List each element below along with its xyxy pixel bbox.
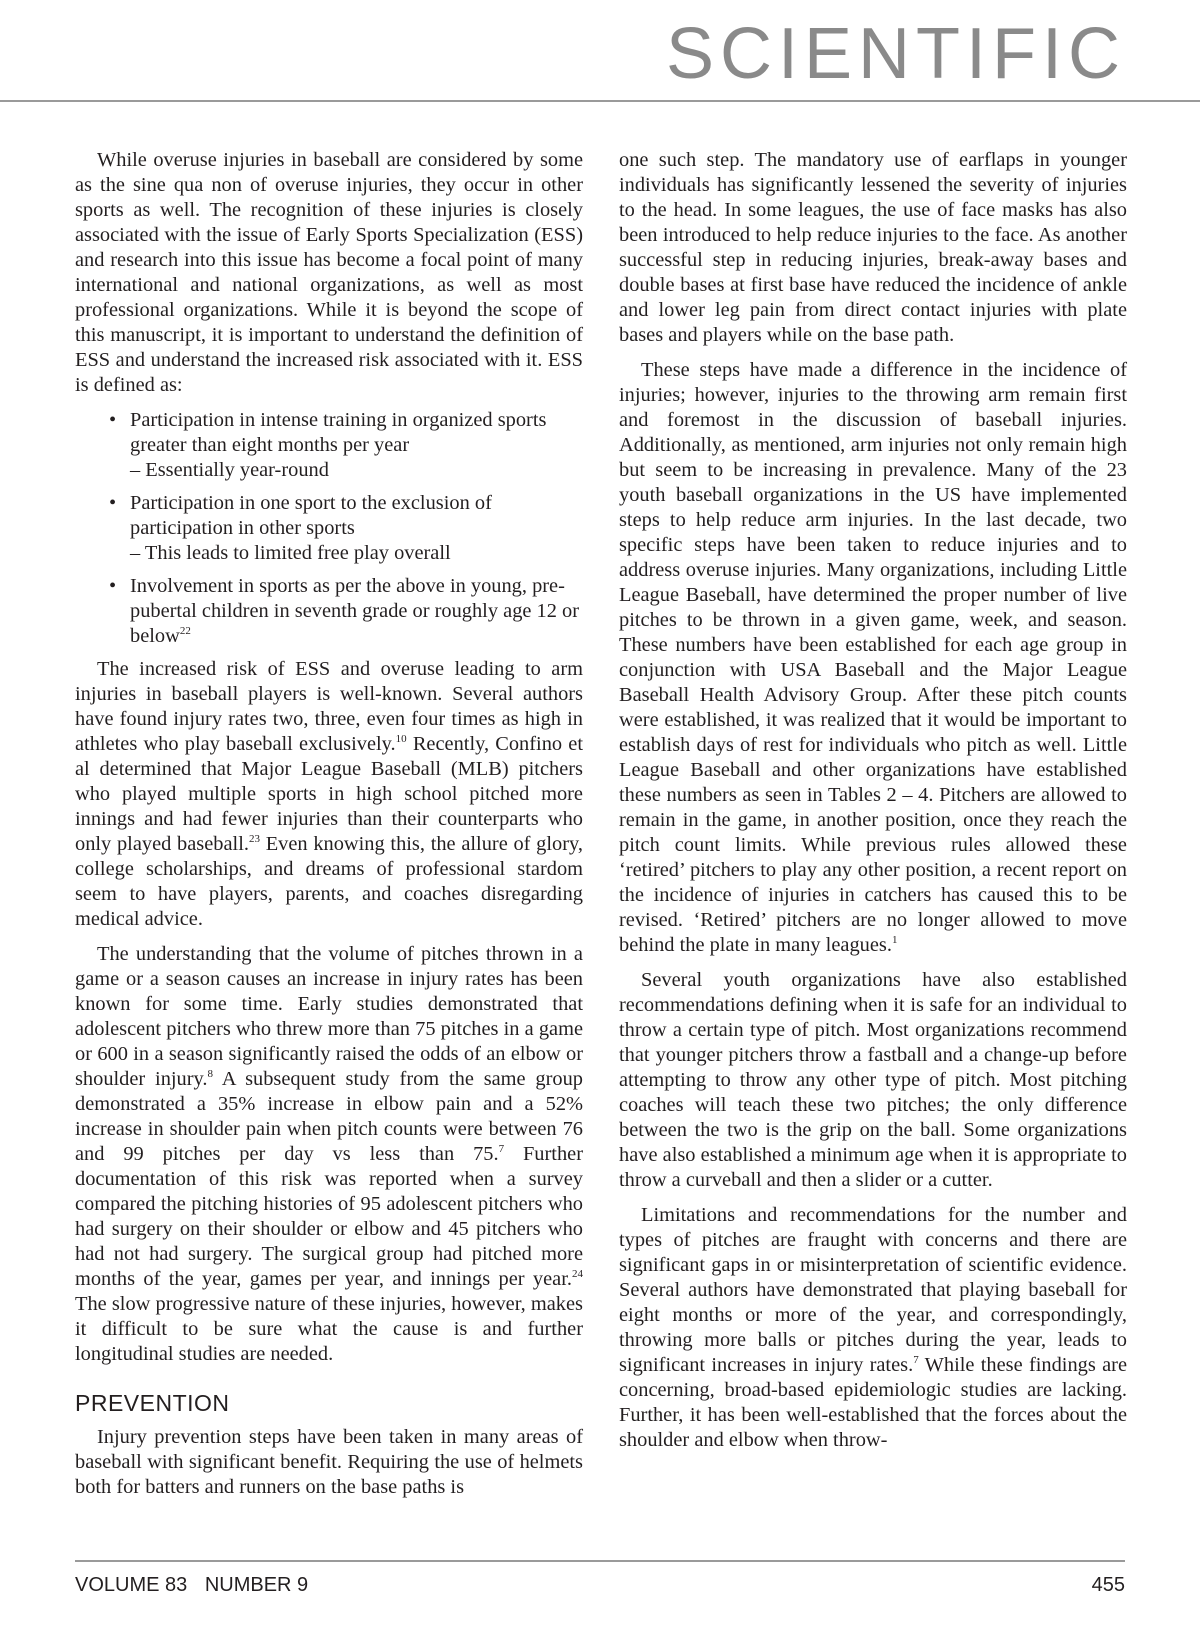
paragraph-text: The slow progressive nature of these injuries, however, makes it difficult to be sure what the cause is and further longitudinal studies are needed. [75, 1293, 583, 1365]
paragraph-text: The increased risk of ESS and overuse leading to arm injuries in baseball players is well-known. Several authors have found injury rates two, three, even four times as high in athletes who play baseball exclusively. [75, 658, 583, 755]
ess-definition-list [75, 408, 583, 649]
paragraph-text: Even knowing this, the allure of glory, college scholarships, and dreams of professional stardom seem to have players, parents, and coaches disregarding medical advice. [75, 833, 584, 930]
paragraph-text: A subsequent study from the same group demonstrated a 35% increase in elbow pain and a 52% increase in shoulder pain when pitch counts were between 76 and 99 pitches per day vs less than 75. [75, 1068, 583, 1165]
paragraph-text: Injury prevention steps have been taken in many areas of baseball with significant benefit. Requiring the use of helmets both for batters and runners on the base paths is [75, 1426, 583, 1498]
paragraph [75, 1425, 583, 1500]
page-number: 455 [1091, 1574, 1125, 1596]
citation-ref: 7 [913, 1354, 919, 1367]
list-item-text: Involvement in sports as per the above in young, pre-pubertal children in seventh grade or roughly age 12 or below [130, 575, 580, 647]
list-item-text: Participation in intense training in organized sports greater than eight months per year [130, 409, 547, 456]
section-title: SCIENTIFIC [665, 14, 1126, 94]
paragraph-text: These steps have made a difference in the incidence of injuries; however, injuries to the throwing arm remain first and foremost in the discussion of baseball injuries. Additionally, as mentioned, arm injuries not only remain high but seem to be increasing in prevalence. Many of the 23 youth baseball organizations in the US have implemented steps to help reduce arm injuries. In the last decade, two specific steps have been taken to reduce injuries and to address overuse injuries. Many organizations, including Little League Baseball, have determined the proper number of live pitches to be thrown in a given game, week, and season. These numbers have been established for each age group in conjunction with USA Baseball and the Major League Baseball Health Advisory Group. After these pitch counts were established, it was realized that it would be important to establish days of rest for individuals who pitch as well. Little League Baseball and other organizations have established these numbers as seen in Tables 2 – 4. Pitchers are allowed to remain in the game, in another position, once they reach the pitch count limits. While previous rules allowed these ‘retired’ pitchers to play any other position, a recent report on the incidence of injuries in catchers has caused this to be revised. ‘Retired’ pitchers are no longer allowed to move behind the plate in many leagues. [619, 359, 1127, 956]
list-item [105, 574, 583, 649]
paragraph [75, 942, 583, 1367]
citation-ref: 23 [248, 833, 260, 846]
paragraph-text: Limitations and recommendations for the number and types of pitches are fraught with concerns and there are significant gaps in or misinterpretation of scientific evidence. Several authors have demonstrated that playing baseball for eight months or more of the year, and correspondingly, throwing more balls or pitches during the year, leads to significant increases in injury rates. [619, 1204, 1127, 1376]
paragraph-text: While overuse injuries in baseball are considered by some as the sine qua non of overuse injuries, they occur in other sports as well. The recognition of these injuries is closely associated with the issue of Early Sports Specialization (ESS) and research into this issue has become a focal point of many international and national organizations, as well as most professional organizations. While it is beyond the scope of this manuscript, it is important to understand the definition of ESS and understand the increased risk associated with it. ESS is defined as: [75, 149, 583, 396]
paragraph [619, 358, 1127, 958]
paragraph-text: Recently, Confino et al determined that Major League Baseball (MLB) pitchers who played multiple sports in high school pitched more innings and had fewer injuries than their counterparts who only played baseball. [75, 733, 583, 855]
paragraph [619, 1203, 1127, 1453]
section-heading: PREVENTION [75, 1390, 230, 1416]
citation-ref: 22 [179, 625, 191, 638]
list-item-text: Participation in one sport to the exclusion of participation in other sports [130, 492, 492, 539]
citation-ref: 10 [395, 733, 407, 746]
list-subitem-text: – This leads to limited free play overall [130, 542, 451, 564]
paragraph [75, 148, 583, 398]
citation-ref: 1 [891, 934, 898, 947]
footer-number: NUMBER 9 [204, 1574, 309, 1596]
bullet-icon: • [109, 492, 117, 514]
paragraph-text: one such step. The mandatory use of earflaps in younger individuals has significantly lessened the severity of injuries to the head. In some leagues, the use of face masks has also been introduced to help reduce injuries to the face. As another successful step in reducing injuries, break-away bases and double bases at first base have reduced the incidence of ankle and lower leg pain from direct contact injuries with plate bases and players while on the base path. [619, 149, 1127, 346]
citation-ref: 7 [498, 1143, 505, 1156]
list-item [105, 408, 583, 483]
paragraph-text: Further documentation of this risk was reported when a survey compared the pitching histories of 95 adolescent pitchers who had surgery on their shoulder or elbow and 45 pitchers who had not had surgery. The surgical group had pitched more months of the year, games per year, and innings per year. [75, 1143, 583, 1290]
paragraph [619, 968, 1127, 1193]
right-column [619, 148, 1127, 1463]
citation-ref: 8 [207, 1068, 214, 1081]
list-subitem-text: – Essentially year-round [130, 459, 329, 481]
paragraph [619, 148, 1127, 348]
footer-issue [75, 1574, 320, 1597]
list-item [105, 491, 583, 566]
paragraph [75, 657, 583, 932]
paragraph-text: Several youth organizations have also established recommendations defining when it is safe for an individual to throw a certain type of pitch. Most organizations recommend that younger pitchers throw a fastball and a change-up before attempting to throw any other type of pitch. Most pitching coaches will teach these two pitches; the only difference between the two is the grip on the ball. Some organizations have also established a minimum age when it is appropriate to throw a curveball and then a slider or a cutter. [619, 969, 1127, 1191]
paragraph-text: The understanding that the volume of pitches thrown in a game or a season causes an increase in injury rates has been known for some time. Early studies demonstrated that adolescent pitchers who threw more than 75 pitches in a game or 600 in a season significantly raised the odds of an elbow or shoulder injury. [75, 943, 583, 1090]
footer-volume: VOLUME 83 [75, 1574, 188, 1596]
citation-ref: 24 [572, 1268, 583, 1281]
footer-rule [75, 1560, 1125, 1562]
left-column [75, 148, 583, 1510]
bullet-icon: • [109, 575, 117, 597]
paragraph-text: While these findings are concerning, broad-based epidemiologic studies are lacking. Further, it has been well-established that the forces about the shoulder and elbow when throw- [619, 1354, 1127, 1451]
bullet-icon: • [109, 409, 117, 431]
header-rule [0, 100, 1200, 102]
